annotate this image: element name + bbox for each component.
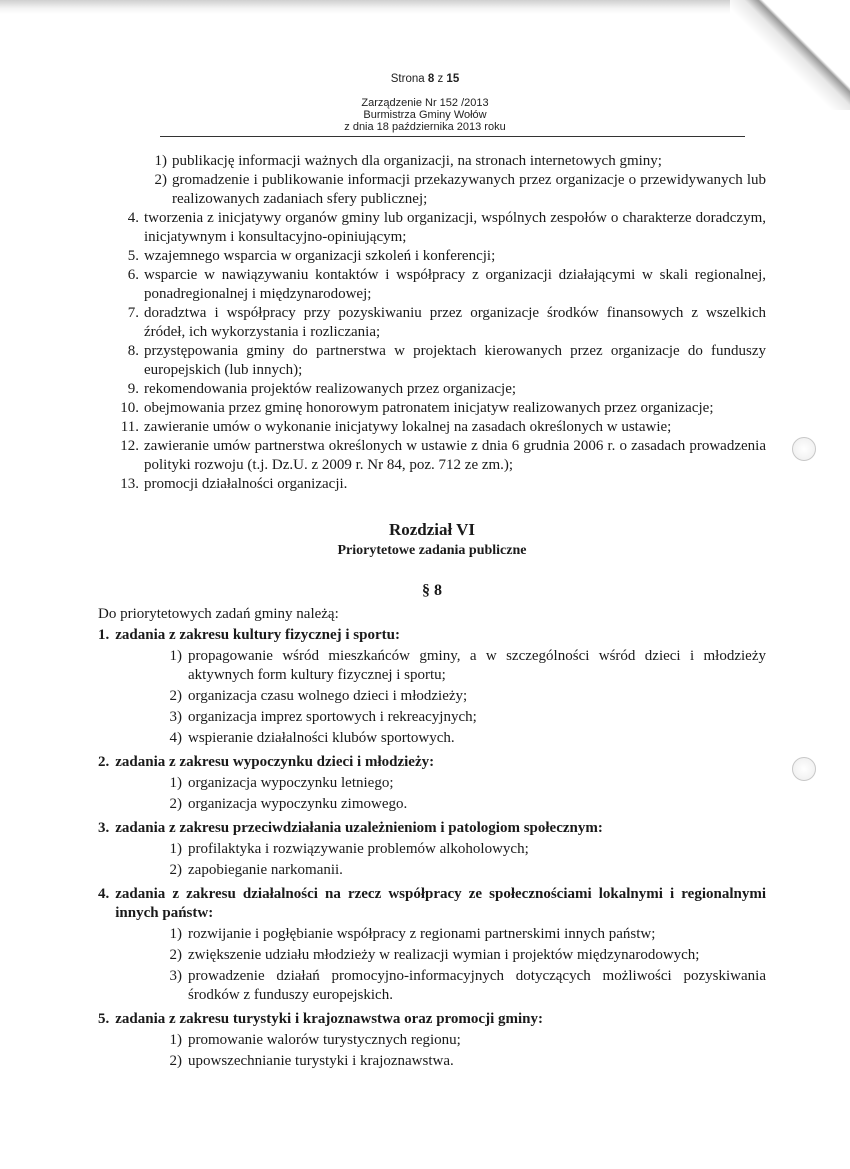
scan-edge xyxy=(0,0,850,14)
item-number: 2) xyxy=(169,862,182,878)
item-text: zawieranie umów partnerstwa określonych w ustawie z dnia 6 grudnia 2006 r. o zasadach prowadzenia polityki rozwoju (t.j. Dz.U. z 2009 r. Nr 84, poz. 712 ze zm.); xyxy=(144,438,766,473)
item-number: 2. xyxy=(98,754,110,770)
item-number: 2) xyxy=(169,947,182,963)
item-number: 1) xyxy=(154,153,167,169)
document-body xyxy=(98,152,766,1071)
list-item xyxy=(156,1031,766,1050)
item-number: 5. xyxy=(127,248,139,264)
item-number: 2) xyxy=(169,1053,182,1069)
item-number: 6. xyxy=(127,267,139,283)
punch-hole xyxy=(792,757,816,781)
item-number: 9. xyxy=(127,381,139,397)
item-number: 1) xyxy=(169,775,182,791)
ordinance-date: z dnia 18 października 2013 roku xyxy=(344,121,506,133)
item-text: przystępowania gminy do partnerstwa w projektach kierowanych przez organizacje do funduszy europejskich (lub innych); xyxy=(144,343,766,378)
item-text: upowszechnianie turystyki i krajoznawstwa. xyxy=(188,1053,454,1069)
list-item xyxy=(156,687,766,706)
item-number: 1) xyxy=(169,841,182,857)
folded-corner xyxy=(730,0,850,110)
item-number: 13. xyxy=(120,476,139,492)
list-item xyxy=(140,171,766,209)
item-number: 7. xyxy=(127,305,139,321)
item-number: 2) xyxy=(169,688,182,704)
item-text: zadania z zakresu kultury fizycznej i sportu: xyxy=(115,627,400,643)
item-number: 1) xyxy=(169,648,182,664)
list-item xyxy=(156,795,766,814)
list-item xyxy=(156,729,766,748)
list-item xyxy=(98,209,766,247)
section-heading xyxy=(98,819,766,838)
list-item xyxy=(156,774,766,793)
item-text: prowadzenie działań promocyjno-informacyjnych dotyczących możliwości pozyskiwania środków z funduszy europejskich. xyxy=(188,968,766,1003)
item-text: organizacja wypoczynku letniego; xyxy=(188,775,394,791)
item-number: 4) xyxy=(169,730,182,746)
item-number: 11. xyxy=(120,419,139,435)
item-number: 4. xyxy=(98,886,110,902)
list-item xyxy=(156,1052,766,1071)
list-item xyxy=(98,266,766,304)
list-item xyxy=(156,925,766,944)
item-text: publikację informacji ważnych dla organizacji, na stronach internetowych gminy; xyxy=(172,153,662,169)
chapter-title: Rozdział VI xyxy=(388,520,476,539)
list-item xyxy=(156,708,766,727)
list-item xyxy=(156,967,766,1005)
item-text: organizacja imprez sportowych i rekreacyjnych; xyxy=(188,709,477,725)
item-number: 8. xyxy=(127,343,139,359)
item-number: 3) xyxy=(169,968,182,984)
item-text: tworzenia z inicjatywy organów gminy lub organizacji, wspólnych zespołów o charakterze doradczym, inicjatywnym i konsultacyjno-opiniującym; xyxy=(144,210,766,245)
list-item xyxy=(98,380,766,399)
item-text: rekomendowania projektów realizowanych przez organizacje; xyxy=(144,381,517,397)
list-item xyxy=(98,247,766,266)
section-heading xyxy=(98,626,766,645)
item-number: 5. xyxy=(98,1011,110,1027)
item-text: promocji działalności organizacji. xyxy=(144,476,348,492)
header-divider xyxy=(160,136,745,137)
section-heading xyxy=(98,753,766,772)
list-item xyxy=(156,647,766,685)
item-number: 3) xyxy=(169,709,182,725)
top-subitem-list xyxy=(98,152,766,209)
item-text: zapobieganie narkomanii. xyxy=(188,862,343,878)
ordinance-number: Zarządzenie Nr 152 /2013 xyxy=(361,97,489,109)
chapter-subtitle: Priorytetowe zadania publiczne xyxy=(337,543,527,558)
section-heading xyxy=(98,1010,766,1029)
item-text: zwiększenie udziału młodzieży w realizacji wymian i projektów międzynarodowych; xyxy=(188,947,700,963)
item-text: rozwijanie i pogłębianie współpracy z regionami partnerskimi innych państw; xyxy=(188,926,656,942)
item-text: organizacja wypoczynku zimowego. xyxy=(188,796,408,812)
top-item-list xyxy=(98,209,766,494)
list-item xyxy=(156,946,766,965)
item-text: zadania z zakresu wypoczynku dzieci i młodzieży: xyxy=(115,754,435,770)
priority-sections xyxy=(98,626,766,1071)
list-item xyxy=(98,304,766,342)
item-text: wzajemnego wsparcia w organizacji szkoleń i konferencji; xyxy=(144,248,496,264)
list-item xyxy=(156,840,766,859)
section-heading xyxy=(98,885,766,923)
page-number: Strona 8 z 15 xyxy=(390,73,460,85)
item-text: zadania z zakresu przeciwdziałania uzależnieniom i patologiom społecznym: xyxy=(115,820,603,836)
intro-text: Do priorytetowych zadań gminy należą: xyxy=(98,606,339,622)
item-text: doradztwa i współpracy przy pozyskiwaniu przez organizacje środków finansowych z wszelkich źródeł, ich wykorzystania i rozliczania; xyxy=(144,305,766,340)
item-text: propagowanie wśród mieszkańców gminy, a w szczególności wśród dzieci i młodzieży aktywnych form kultury fizycznej i sportu; xyxy=(188,648,766,683)
item-number: 1) xyxy=(169,1032,182,1048)
punch-hole xyxy=(792,437,816,461)
item-text: wspieranie działalności klubów sportowych. xyxy=(188,730,455,746)
item-text: zadania z zakresu działalności na rzecz współpracy ze społecznościami lokalnymi i regionalnymi innych państw: xyxy=(115,886,766,921)
item-number: 2) xyxy=(169,796,182,812)
item-text: organizacja czasu wolnego dzieci i młodzieży; xyxy=(188,688,468,704)
paragraph-symbol: § 8 xyxy=(422,582,442,599)
item-text: obejmowania przez gminę honorowym patronatem inicjatyw realizowanych przez organizacje; xyxy=(144,400,714,416)
item-number: 4. xyxy=(127,210,139,226)
list-item xyxy=(156,861,766,880)
list-item xyxy=(98,399,766,418)
item-text: profilaktyka i rozwiązywanie problemów alkoholowych; xyxy=(188,841,529,857)
list-item xyxy=(98,437,766,475)
ordinance-issuer: Burmistrza Gminy Wołów xyxy=(363,109,487,121)
item-number: 3. xyxy=(98,820,110,836)
item-number: 1) xyxy=(169,926,182,942)
list-item xyxy=(98,342,766,380)
item-text: zawieranie umów o wykonanie inicjatywy lokalnej na zasadach określonych w ustawie; xyxy=(144,419,672,435)
list-item xyxy=(98,475,766,494)
item-number: 12. xyxy=(120,438,139,454)
item-text: wsparcie w nawiązywaniu kontaktów i współpracy z organizacji działającymi w skali regionalnej, ponadregionalnej i międzynarodowej; xyxy=(144,267,766,302)
list-item xyxy=(98,418,766,437)
list-item xyxy=(140,152,766,171)
item-number: 10. xyxy=(120,400,139,416)
item-text: promowanie walorów turystycznych regionu; xyxy=(188,1032,461,1048)
item-number: 1. xyxy=(98,627,110,643)
item-text: gromadzenie i publikowanie informacji przekazywanych przez organizacje o przewidywanych lub realizowanych zadaniach sfery publicznej; xyxy=(172,172,766,207)
item-number: 2) xyxy=(154,172,167,188)
item-text: zadania z zakresu turystyki i krajoznawstwa oraz promocji gminy: xyxy=(115,1011,543,1027)
